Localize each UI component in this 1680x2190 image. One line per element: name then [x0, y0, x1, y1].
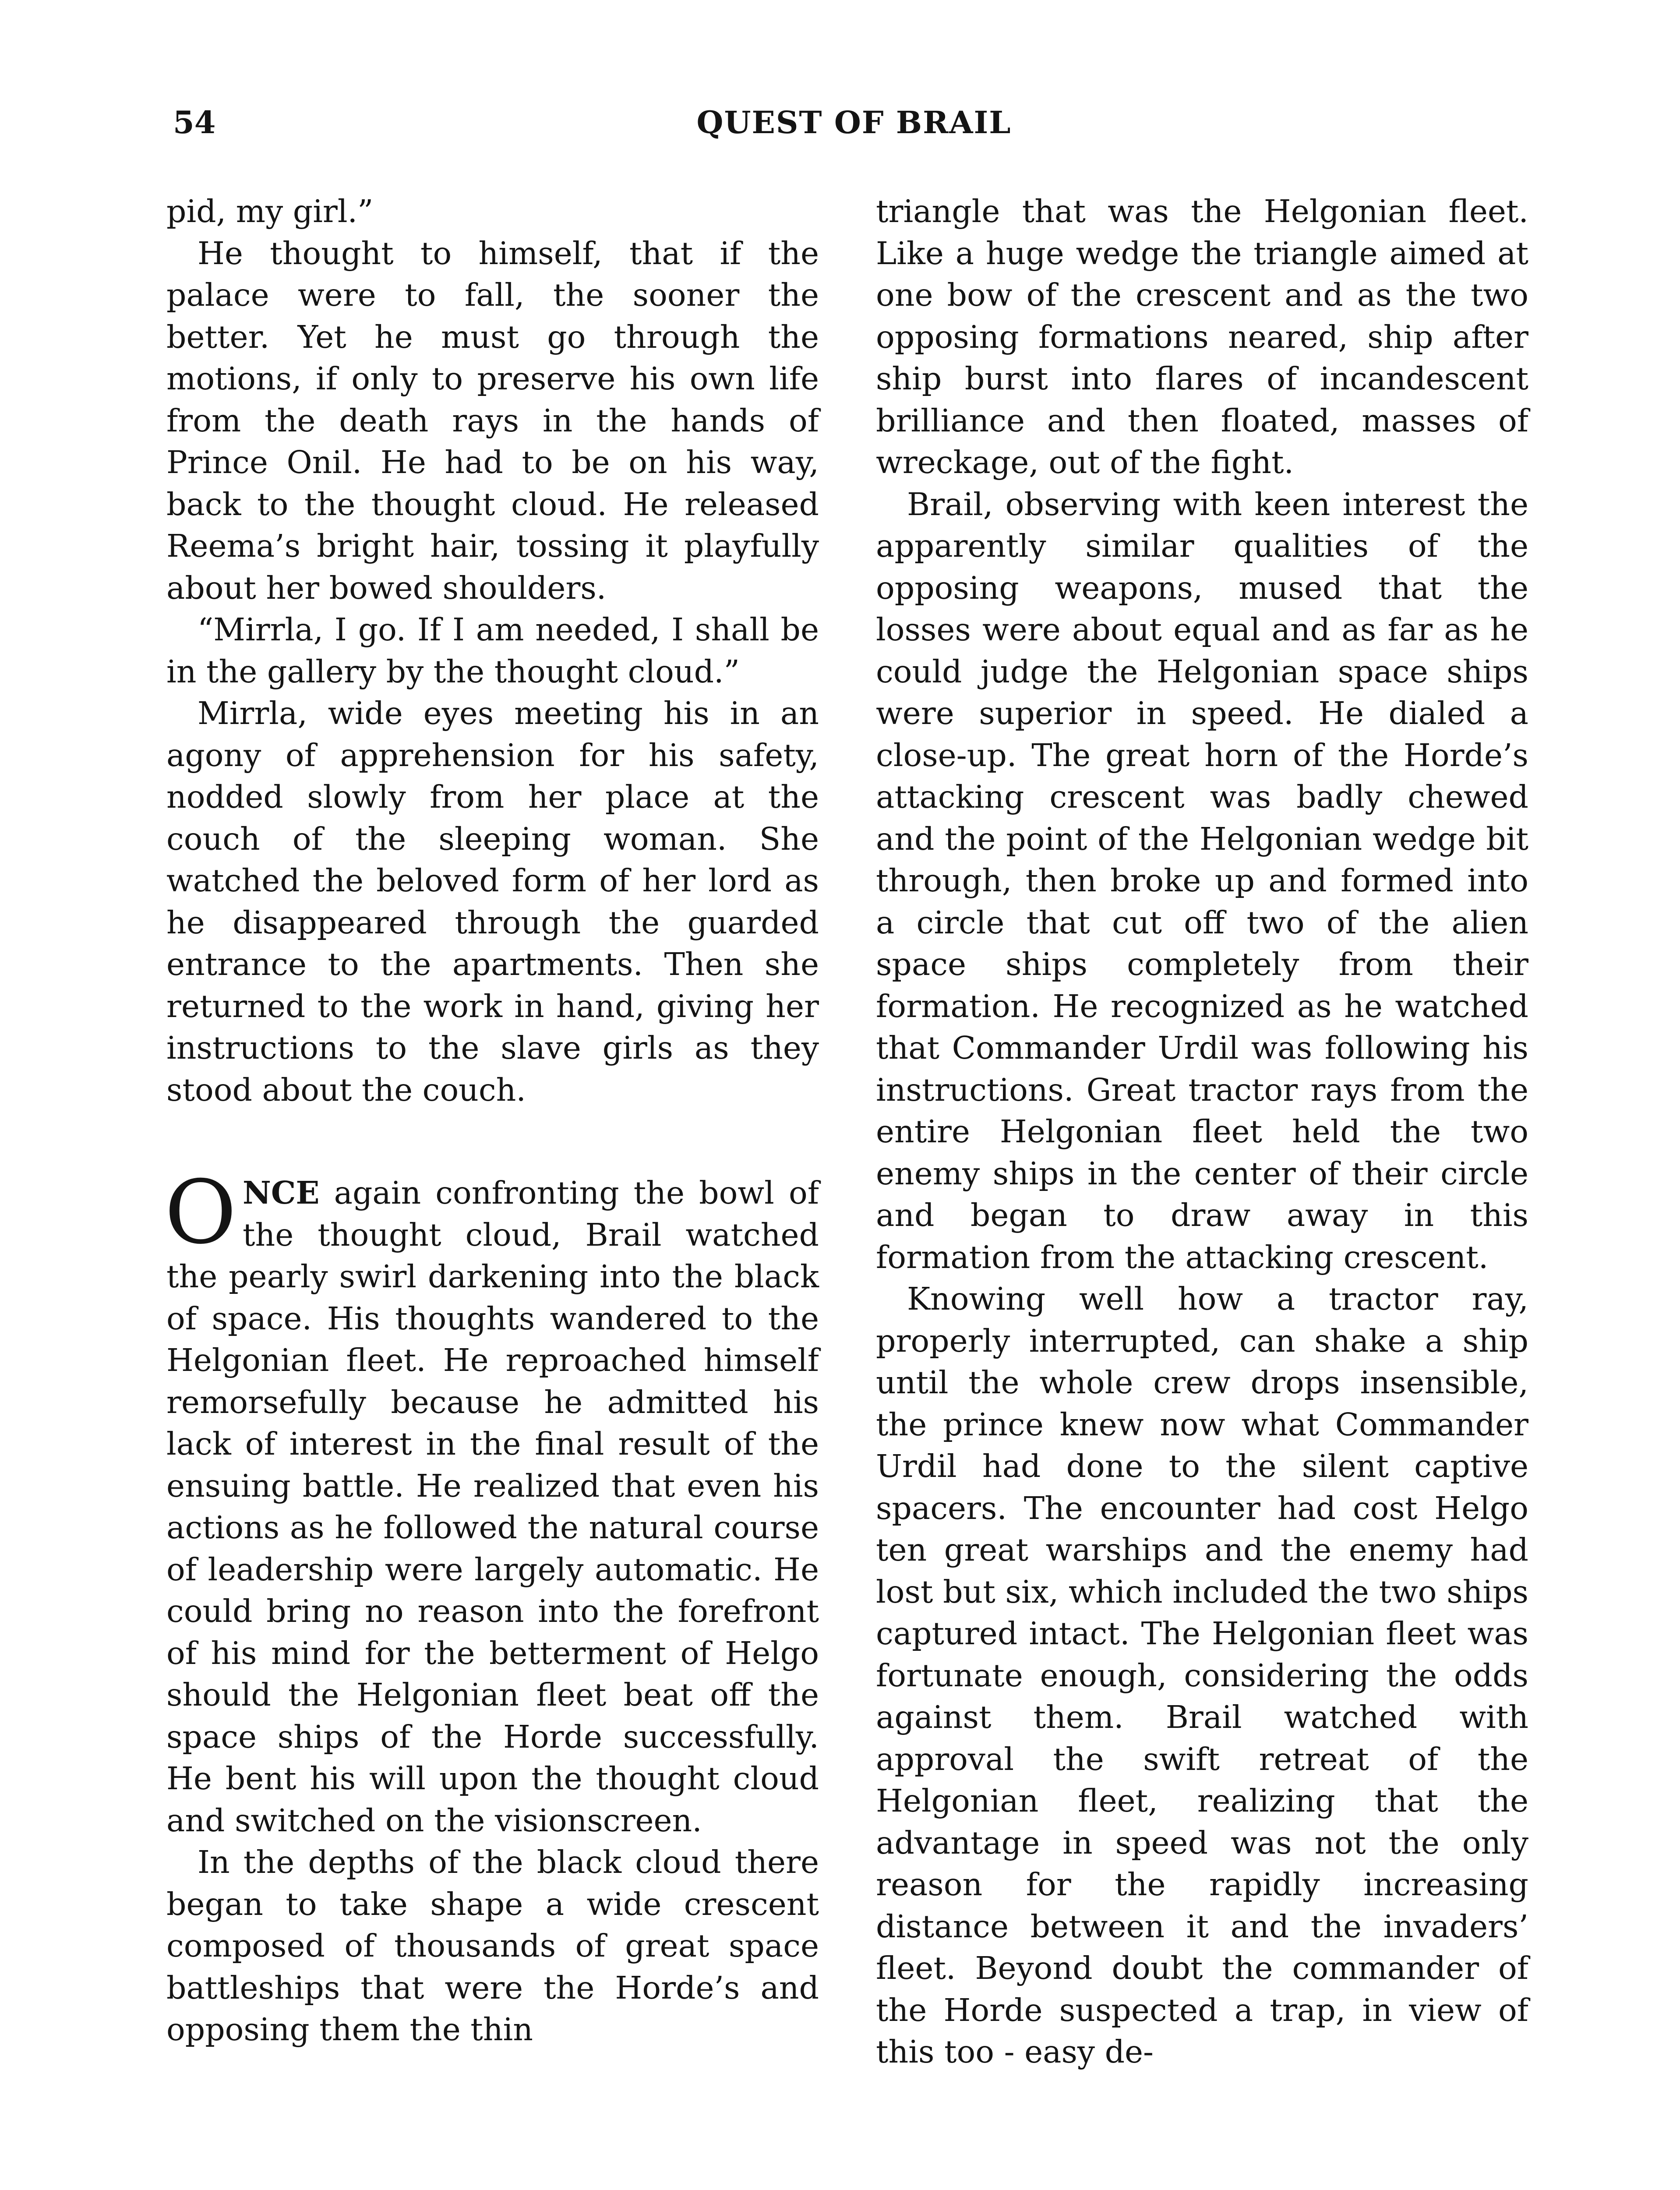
- paragraph: He thought to himself, that if the palace were to fall, the sooner the better. Yet he must go through the motions, if only to preserve his own life from the death rays in the hands of Prince Onil. He had to be on his way, back to the thought cloud. He released Reema’s bright hair, tossing it playfully about her bowed shoulders.: [166, 235, 819, 606]
- section-opening-paragraph: [165, 1162, 819, 1841]
- paragraph: “Mirrla, I go. If I am needed, I shall be in the gallery by the thought cloud.”: [166, 611, 819, 690]
- paragraph: triangle that was the Helgonian fleet. Like a huge wedge the triangle aimed at one bow of the crescent and as the two opposing formations neared, ship after ship burst into flares of incandescent brilliance and then floated, masses of wreckage, out of the fight.: [876, 193, 1528, 480]
- paragraph: Brail, observing with keen interest the apparently similar qualities of the opposing weapons, mused that the losses were about equal and as far as he could judge the Helgonian space ships were superior in speed. He dialed a close-up. The great horn of the Horde’s attacking crescent was badly chewed and the point of the Helgonian wedge bit through, then broke up and formed into a circle that cut off two of the alien space ships completely from their formation. He recognized as he watched that Commander Urdil was following his instructions. Great tractor rays from the entire Helgonian fleet held the two enemy ships in the center of their circle and began to draw away in this formation from the attacking crescent.: [876, 486, 1528, 1275]
- left-column: [166, 191, 819, 2051]
- page-number: 54: [173, 104, 216, 141]
- drop-cap: O: [165, 1162, 236, 1264]
- lead-in-word: NCE: [242, 1174, 320, 1211]
- paragraph: Knowing well how a tractor ray, properly interrupted, can shake a ship until the whole crew drops insensible, the prince knew now what Commander Urdil had done to the silent captive spacers. The encounter had cost Helgo ten great warships and the enemy had lost but six, which included the two ships captured intact. The Helgonian fleet was fortunate enough, considering the odds against them. Brail watched with approval the swift retreat of the Helgonian fleet, realizing that the advantage in speed was not the only reason for the rapidly increasing distance between it and the invaders’ fleet. Beyond doubt the commander of the Horde suspected a trap, in view of this too - easy de-: [876, 1281, 1528, 2070]
- paragraph-text: again confronting the bowl of the thought cloud, Brail watched the pearly swirl darkening into the black of space. His thoughts wandered to the Helgonian fleet. He reproached himself remorsefully because he admitted his lack of interest in the final result of the ensuing battle. He realized that even his actions as he followed the natural course of leadership were largely automatic. He could bring no reason into the forefront of his mind for the betterment of Helgo should the Helgonian fleet beat off the space ships of the Horde successfully. He bent his will upon the thought cloud and switched on the visionscreen.: [166, 1175, 819, 1839]
- running-title: QUEST OF BRAIL: [696, 104, 1012, 141]
- right-column: [876, 191, 1528, 2073]
- page-header: [173, 104, 1535, 157]
- paragraph: pid, my girl.”: [166, 193, 374, 230]
- paragraph: In the depths of the black cloud there began to take shape a wide crescent composed of thousands of great space battleships that were the Horde’s and opposing them the thin: [166, 1844, 819, 2048]
- paragraph: Mirrla, wide eyes meeting his in an agony of apprehension for his safety, nodded slowly from her place at the couch of the sleeping woman. She watched the beloved form of her lord as he disappeared through the guarded entrance to the apartments. Then she returned to the work in hand, giving her instructions to the slave girls as they stood about the couch.: [166, 695, 819, 1108]
